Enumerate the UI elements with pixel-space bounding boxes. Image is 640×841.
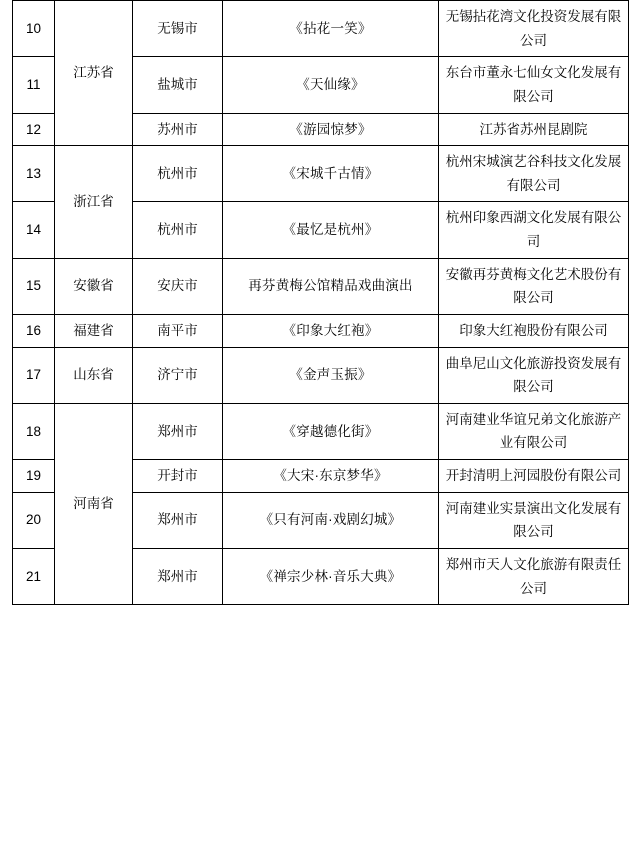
cell-province: 福建省 xyxy=(55,314,133,347)
cell-show-name: 《最忆是杭州》 xyxy=(223,202,439,258)
cell-sequence-number: 17 xyxy=(13,347,55,403)
cell-province: 江苏省 xyxy=(55,1,133,146)
cell-organization: 东台市董永七仙女文化发展有限公司 xyxy=(439,57,629,113)
cell-city: 郑州市 xyxy=(133,548,223,604)
cell-show-name: 《只有河南·戏剧幻城》 xyxy=(223,492,439,548)
cell-sequence-number: 10 xyxy=(13,1,55,57)
table-row xyxy=(13,146,629,202)
cell-show-name: 《游园惊梦》 xyxy=(223,113,439,146)
cell-organization: 江苏省苏州昆剧院 xyxy=(439,113,629,146)
cell-province: 河南省 xyxy=(55,403,133,604)
table-body xyxy=(13,1,629,605)
cell-city: 郑州市 xyxy=(133,492,223,548)
cell-organization: 开封清明上河园股份有限公司 xyxy=(439,460,629,493)
cell-sequence-number: 21 xyxy=(13,548,55,604)
cell-show-name: 《穿越德化街》 xyxy=(223,403,439,459)
table-row xyxy=(13,347,629,403)
table-row xyxy=(13,1,629,57)
cell-city: 开封市 xyxy=(133,460,223,493)
cell-city: 郑州市 xyxy=(133,403,223,459)
cell-city: 苏州市 xyxy=(133,113,223,146)
cell-organization: 安徽再芬黄梅文化艺术股份有限公司 xyxy=(439,258,629,314)
cell-sequence-number: 20 xyxy=(13,492,55,548)
cell-organization: 河南建业实景演出文化发展有限公司 xyxy=(439,492,629,548)
cell-city: 杭州市 xyxy=(133,146,223,202)
cell-city: 济宁市 xyxy=(133,347,223,403)
cell-organization: 印象大红袍股份有限公司 xyxy=(439,314,629,347)
cell-city: 杭州市 xyxy=(133,202,223,258)
cell-sequence-number: 12 xyxy=(13,113,55,146)
cell-show-name: 《天仙缘》 xyxy=(223,57,439,113)
cell-sequence-number: 14 xyxy=(13,202,55,258)
cell-sequence-number: 15 xyxy=(13,258,55,314)
cell-organization: 无锡拈花湾文化投资发展有限公司 xyxy=(439,1,629,57)
cell-sequence-number: 16 xyxy=(13,314,55,347)
cell-sequence-number: 19 xyxy=(13,460,55,493)
cell-province: 浙江省 xyxy=(55,146,133,259)
cell-show-name: 再芬黄梅公馆精品戏曲演出 xyxy=(223,258,439,314)
cell-show-name: 《金声玉振》 xyxy=(223,347,439,403)
cell-show-name: 《禅宗少林·音乐大典》 xyxy=(223,548,439,604)
cell-show-name: 《拈花一笑》 xyxy=(223,1,439,57)
cell-show-name: 《印象大红袍》 xyxy=(223,314,439,347)
cell-sequence-number: 18 xyxy=(13,403,55,459)
cell-city: 安庆市 xyxy=(133,258,223,314)
cell-organization: 河南建业华谊兄弟文化旅游产业有限公司 xyxy=(439,403,629,459)
cell-show-name: 《宋城千古情》 xyxy=(223,146,439,202)
table-row xyxy=(13,258,629,314)
cell-city: 盐城市 xyxy=(133,57,223,113)
cell-organization: 杭州印象西湖文化发展有限公司 xyxy=(439,202,629,258)
cell-city: 无锡市 xyxy=(133,1,223,57)
table-row xyxy=(13,314,629,347)
cell-province: 安徽省 xyxy=(55,258,133,314)
table-row xyxy=(13,403,629,459)
cell-sequence-number: 13 xyxy=(13,146,55,202)
cell-sequence-number: 11 xyxy=(13,57,55,113)
performance-list-table xyxy=(12,0,629,605)
cell-organization: 杭州宋城演艺谷科技文化发展有限公司 xyxy=(439,146,629,202)
cell-province: 山东省 xyxy=(55,347,133,403)
cell-organization: 郑州市天人文化旅游有限责任公司 xyxy=(439,548,629,604)
cell-show-name: 《大宋·东京梦华》 xyxy=(223,460,439,493)
cell-city: 南平市 xyxy=(133,314,223,347)
cell-organization: 曲阜尼山文化旅游投资发展有限公司 xyxy=(439,347,629,403)
